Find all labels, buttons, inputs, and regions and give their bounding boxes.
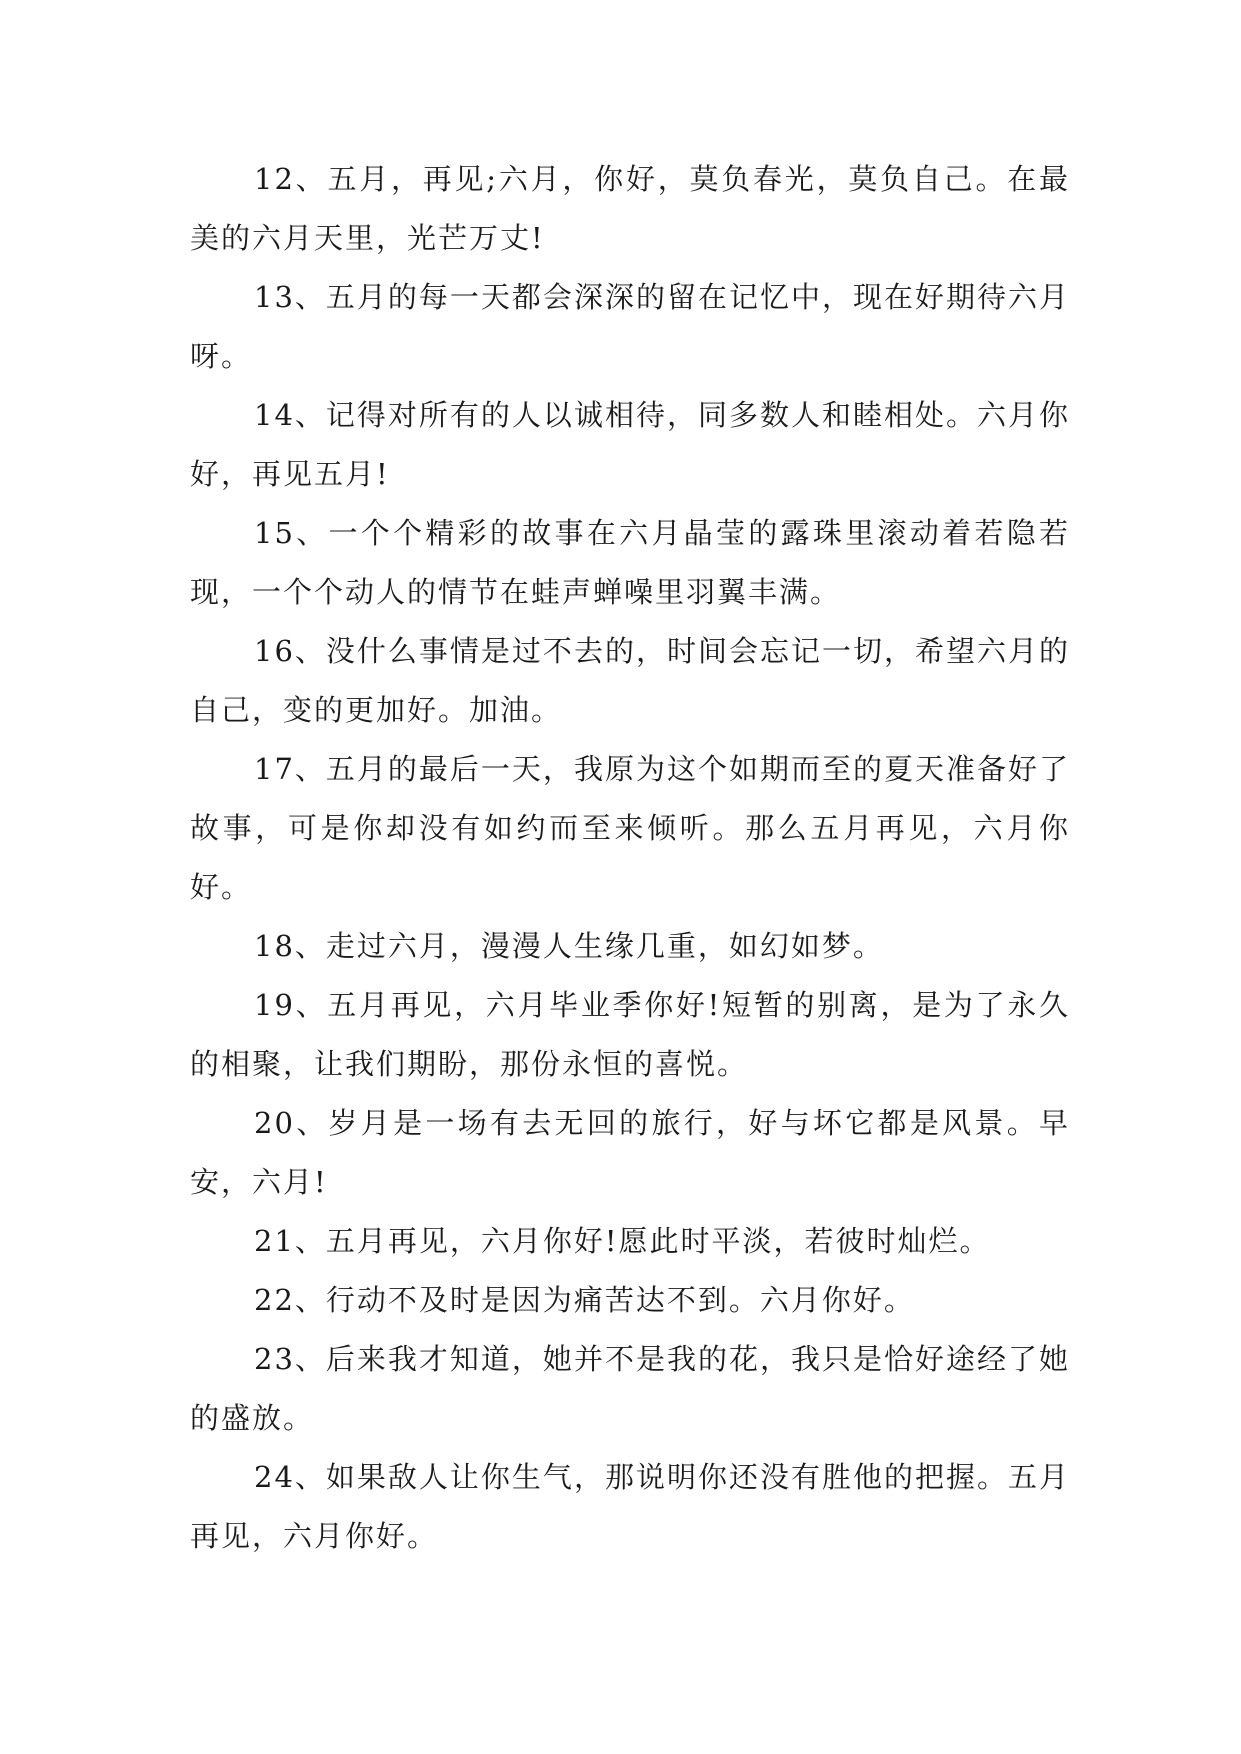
paragraph-12: 12、五月，再见;六月，你好，莫负春光，莫负自己。在最美的六月天里，光芒万丈! bbox=[190, 162, 1070, 255]
paragraph-16: 16、没什么事情是过不去的，时间会忘记一切，希望六月的自己，变的更加好。加油。 bbox=[190, 634, 1070, 727]
paragraph-24: 24、如果敌人让你生气，那说明你还没有胜他的把握。五月再见，六月你好。 bbox=[190, 1460, 1070, 1553]
paragraph-17: 17、五月的最后一天，我原为这个如期而至的夏天准备好了故事，可是你却没有如约而至来倾听。那么五月再见，六月你好。 bbox=[190, 752, 1070, 904]
paragraph-14: 14、记得对所有的人以诚相待，同多数人和睦相处。六月你好，再见五月! bbox=[190, 398, 1070, 491]
paragraph-18: 18、走过六月，漫漫人生缘几重，如幻如梦。 bbox=[254, 929, 884, 963]
paragraph-23: 23、后来我才知道，她并不是我的花，我只是恰好途经了她的盛放。 bbox=[190, 1342, 1070, 1435]
paragraph-13: 13、五月的每一天都会深深的留在记忆中，现在好期待六月呀。 bbox=[190, 280, 1070, 373]
paragraph-21: 21、五月再见，六月你好!愿此时平淡，若彼时灿烂。 bbox=[254, 1224, 991, 1258]
paragraph-20: 20、岁月是一场有去无回的旅行，好与坏它都是风景。早安，六月! bbox=[190, 1106, 1070, 1199]
paragraph-15: 15、一个个精彩的故事在六月晶莹的露珠里滚动着若隐若现，一个个动人的情节在蛙声蝉噪里羽翼丰满。 bbox=[190, 516, 1070, 609]
paragraph-22: 22、行动不及时是因为痛苦达不到。六月你好。 bbox=[254, 1283, 915, 1317]
paragraph-19: 19、五月再见，六月毕业季你好!短暂的别离，是为了永久的相聚，让我们期盼，那份永恒的喜悦。 bbox=[190, 988, 1070, 1081]
document-body bbox=[190, 150, 1070, 1566]
